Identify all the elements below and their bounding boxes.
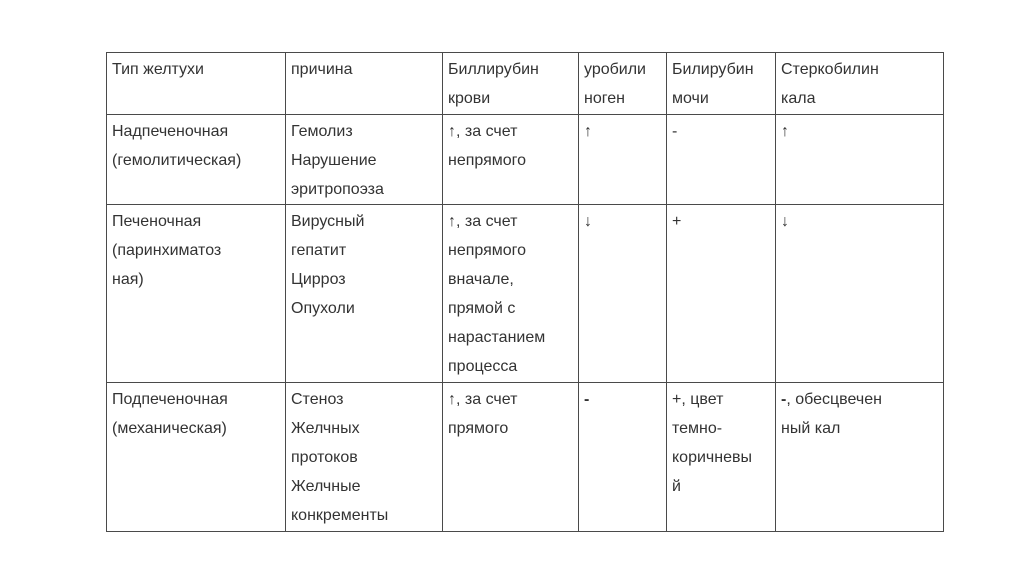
table-row	[107, 115, 944, 205]
cell-blood-bilirubin: ↑, за счет прямого	[443, 383, 579, 532]
cell-blood-bilirubin: ↑, за счет непрямого вначале, прямой с нарастанием процесса	[443, 205, 579, 383]
cell-urine-bilirubin: +, цвет темно- коричневы й	[667, 383, 776, 532]
cell-type: Подпеченочная (механическая)	[107, 383, 286, 532]
cell-urobilinogen: ↑	[579, 115, 667, 205]
table-row	[107, 383, 944, 532]
cell-urobilinogen: ↓	[579, 205, 667, 383]
header-stercobilin: Стеркобилин кала	[776, 53, 944, 115]
header-urine-bilirubin: Билирубин мочи	[667, 53, 776, 115]
jaundice-table	[106, 52, 944, 532]
header-urobilinogen: уробили ноген	[579, 53, 667, 115]
cell-cause: Вирусный гепатит Цирроз Опухоли	[286, 205, 443, 383]
cell-urobilinogen: -	[579, 383, 667, 532]
cell-cause: Гемолиз Нарушение эритропоэза	[286, 115, 443, 205]
header-blood-bilirubin: Биллирубин крови	[443, 53, 579, 115]
cell-stercobilin	[776, 383, 944, 532]
cell-stercobilin: ↑	[776, 115, 944, 205]
cell-urine-bilirubin: +	[667, 205, 776, 383]
cell-cause: Стеноз Желчных протоков Желчные конкременты	[286, 383, 443, 532]
header-cause: причина	[286, 53, 443, 115]
cell-type: Надпеченочная (гемолитическая)	[107, 115, 286, 205]
stercobilin-text: , обесцвечен ный кал	[781, 391, 882, 437]
stercobilin-mark: -	[781, 391, 787, 408]
cell-stercobilin: ↓	[776, 205, 944, 383]
cell-type: Печеночная (паринхиматоз ная)	[107, 205, 286, 383]
header-row	[107, 53, 944, 115]
table-row	[107, 205, 944, 383]
cell-blood-bilirubin: ↑, за счет непрямого	[443, 115, 579, 205]
header-type: Тип желтухи	[107, 53, 286, 115]
cell-urine-bilirubin: -	[667, 115, 776, 205]
